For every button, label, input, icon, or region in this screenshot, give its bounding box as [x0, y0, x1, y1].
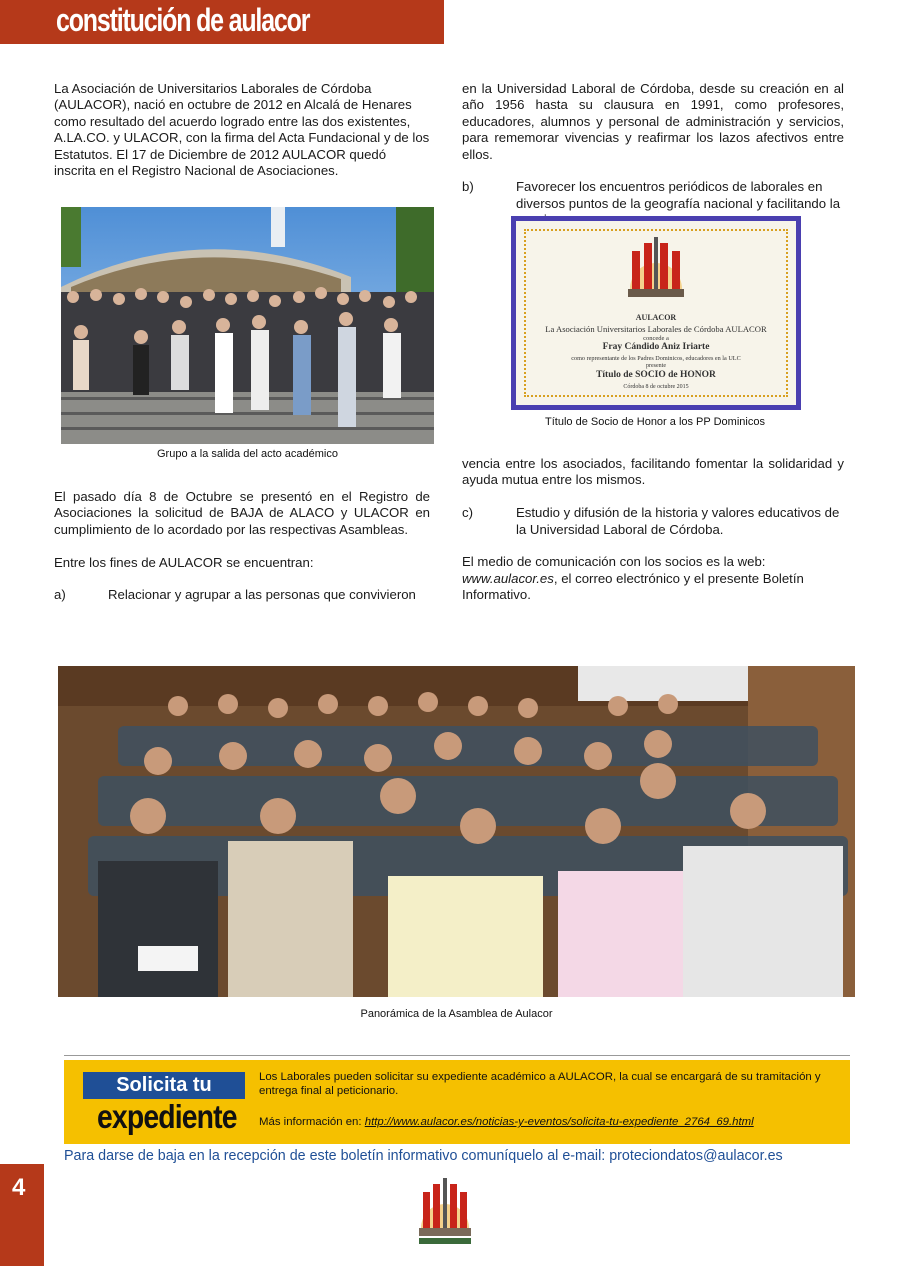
page-title: constitución de aulacor — [56, 2, 310, 38]
continuation-paragraph: en la Universidad Laboral de Córdoba, desde su creación en al año 1956 hasta su clausura en 1991, como profesores, educadores, alumnos y personal de administración y servicios, para rememorar vivencias y reafirmar los lazos afectivos entre ellos. — [462, 81, 844, 162]
certificate-line1: La Asociación Universitarios Laborales de Córdoba AULACOR — [545, 324, 767, 334]
list-item-c — [462, 505, 844, 538]
group-photo — [61, 207, 434, 444]
intro-paragraph: La Asociación de Universitarios Laborales de Córdoba (AULACOR), nació en octubre de 2012 en Alcalá de Henares como resultado del acuerdo logrado entre las dos existentes, A.LA.CO. y ULACOR, con la firma del Acta Fundacional y de los Estatutos. El 17 de Diciembre de 2012 AULACOR quedó inscrita en el Registro Nacional de Asociaciones. — [54, 81, 430, 179]
certificate-line4: presente — [646, 363, 666, 369]
page-title-bar — [0, 0, 444, 44]
right-column-lower — [462, 456, 844, 620]
expediente-link[interactable]: http://www.aulacor.es/noticias-y-eventos/solicita-tu-expediente_2764_69.html — [364, 1116, 754, 1128]
right-column — [462, 81, 844, 229]
banner-divider — [64, 1055, 850, 1056]
certificate-name: Fray Cándido Aniz Iriarte — [602, 342, 710, 352]
certificate-line2: concede a — [643, 335, 669, 342]
assembly-photo — [58, 666, 855, 997]
expediente-label: expediente — [97, 1098, 237, 1135]
list-text-a: Relacionar y agrupar a las personas que convivieron — [108, 587, 416, 603]
list-text-b: Favorecer los encuentros periódicos de laborales en diversos puntos de la geografía nacional y facilitando la — [516, 179, 841, 211]
certificate-image — [511, 216, 801, 410]
aulacor-logo-icon — [624, 237, 688, 299]
list-marker-b: b) — [462, 179, 474, 195]
certificate-date: Córdoba 8 de octubre 2015 — [623, 384, 689, 390]
web-paragraph-line1: El medio de comunicación con los socios es la web: — [462, 554, 766, 570]
group-photo-caption: Grupo a la salida del acto académico — [157, 448, 338, 460]
page-number: 4 — [12, 1174, 26, 1201]
web-paragraph — [462, 554, 844, 603]
web-paragraph-rest: , el correo electrónico y el presente Boletín Informativo. — [462, 570, 804, 603]
certificate-line3: como representante de los Padres Dominicos, educadores en la ULC — [571, 355, 741, 362]
page-number-tab — [0, 1164, 44, 1266]
certificate-caption: Título de Socio de Honor a los PP Dominicos — [545, 416, 765, 428]
fines-paragraph: Entre los fines de AULACOR se encuentran: — [54, 554, 314, 570]
left-column — [54, 81, 430, 196]
list-marker-c: c) — [462, 505, 473, 521]
assembly-photo-caption: Panorámica de la Asamblea de Aulacor — [360, 1008, 553, 1020]
list-item-a — [54, 587, 430, 603]
banner-description: Los Laborales pueden solicitar su expediente académico a AULACOR, la cual se encargará de su tramitación y entrega final al peticionario. — [259, 1071, 821, 1097]
list-text-c: Estudio y difusión de la historia y valores educativos de la Universidad Laboral de Córdoba. — [516, 505, 840, 537]
more-info-label: Más información en: — [259, 1116, 365, 1128]
baja-paragraph: El pasado día 8 de Octubre se presentó en el Registro de Asociaciones la solicitud de BAJA de ALACO y ULACOR en cumplimiento de lo acordado por las respectivas Asambleas. — [54, 489, 430, 537]
aulacor-footer-logo-icon — [417, 1178, 473, 1246]
assembly-photo-image — [58, 666, 855, 997]
unsubscribe-notice: Para darse de baja en la recepción de este boletín informativo comuníquelo al e-mail: proteciondatos@aulacor.es — [64, 1148, 783, 1164]
solicita-label: Solicita tu — [83, 1072, 245, 1099]
certificate-title: Título de SOCIO de HONOR — [596, 370, 716, 380]
banner-more-info — [259, 1115, 839, 1129]
list-marker-a: a) — [54, 587, 66, 603]
group-photo-image — [61, 207, 434, 444]
left-column-lower — [54, 489, 430, 604]
convivencia-paragraph: vencia entre los asociados, facilitando fomentar la solidaridad y ayuda mutua entre los mismos. — [462, 456, 844, 488]
website-link[interactable]: www.aulacor.es — [462, 570, 554, 586]
certificate-logo-text: AULACOR — [635, 313, 677, 322]
